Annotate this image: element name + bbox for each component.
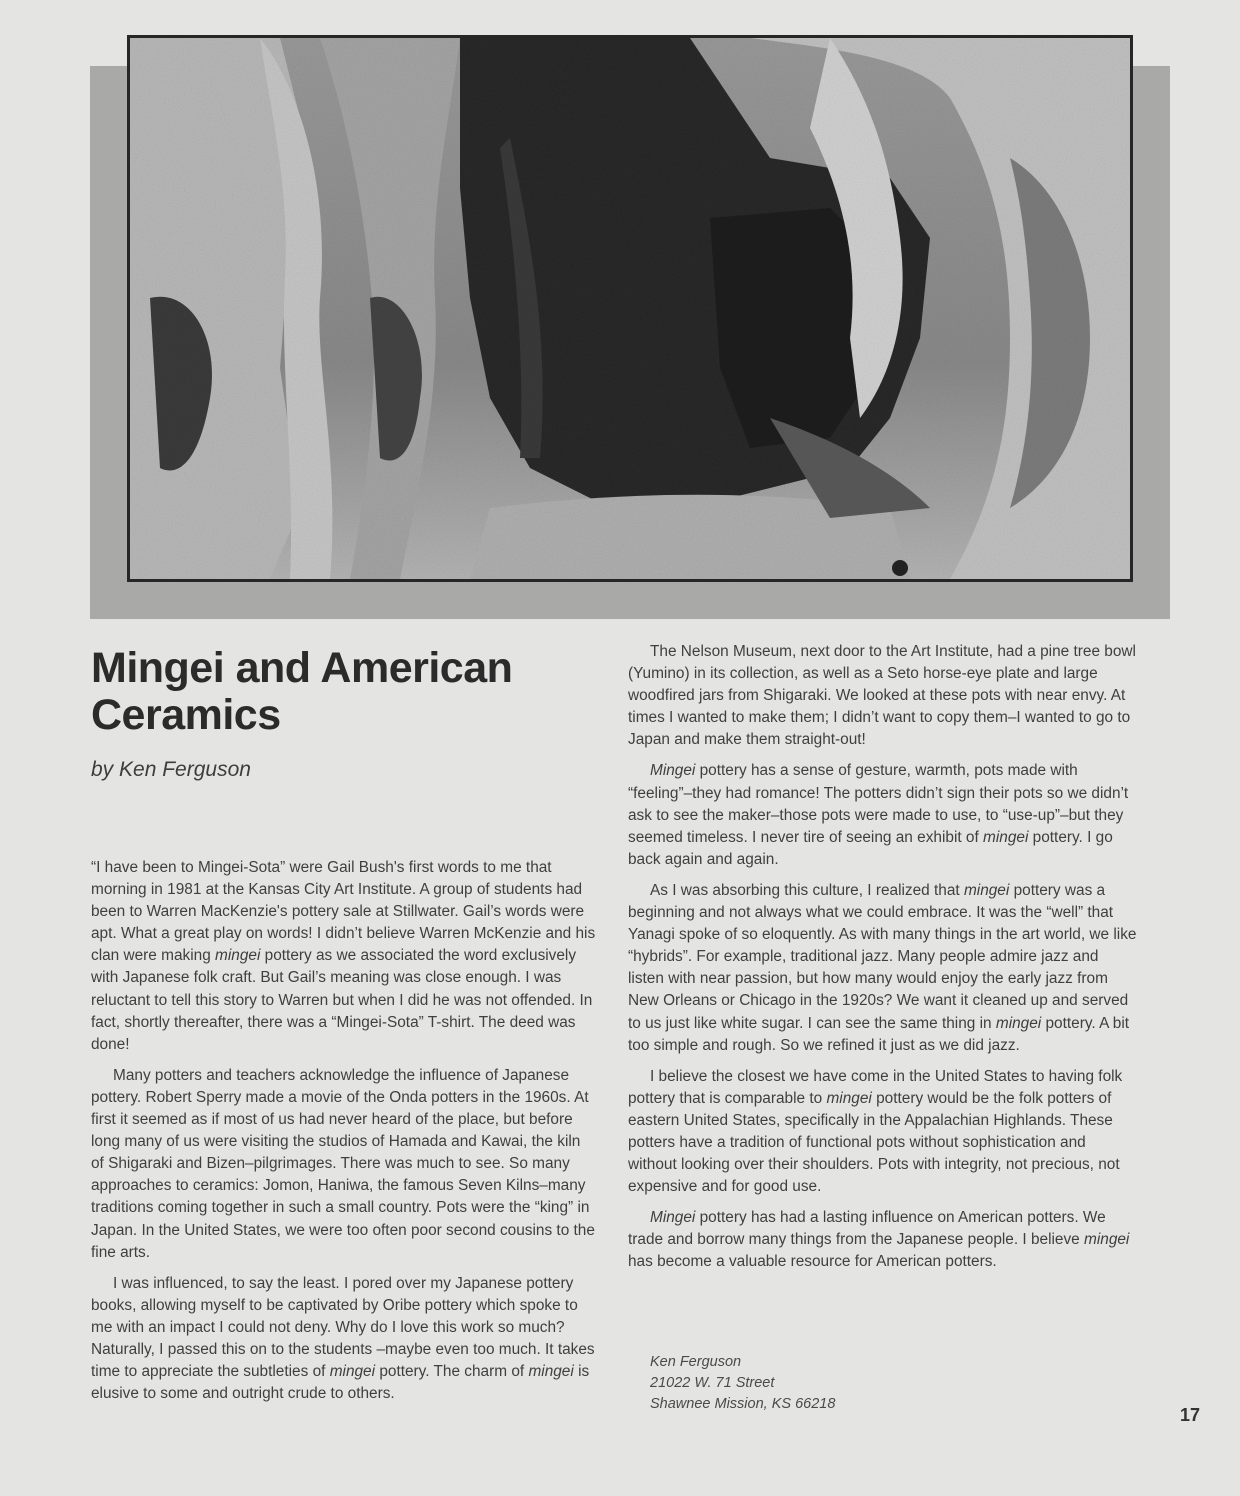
text-run: pottery as we associated the word exclusively with Japanese folk craft. But Gail’s meaning was close enough. I was reluctant to tell this story to Warren but when I did he was not offended. In fact, shortly thereafter, there was a “Mingei-Sota” T-shirt. The deed was done!: [91, 947, 593, 1053]
page-number: 17: [1180, 1405, 1201, 1425]
italic-term: mingei: [528, 1363, 574, 1381]
text-run: As I was absorbing this culture, I realized that: [650, 881, 964, 899]
paragraph: [628, 1207, 1138, 1273]
italic-term: mingei: [963, 881, 1010, 899]
text-run: pottery has had a lasting influence on American potters. We trade and borrow many things from the Japanese people. I believe: [628, 1209, 1106, 1249]
text-run: I believe the closest we have come in the United States to having folk pottery that is comparable to: [628, 1067, 1123, 1107]
text-run: has become a valuable resource for American potters.: [628, 1253, 997, 1271]
italic-term: mingei: [826, 1089, 872, 1107]
italic-term: mingei: [1084, 1231, 1130, 1249]
signature-street: 21022 W. 71 Street: [650, 1375, 775, 1391]
text-run: Many potters and teachers acknowledge the influence of Japanese pottery. Robert Sperry made a movie of the Onda potters in the 1960s. At first it seemed as if most of us had never heard of the place, but before long many of us were visiting the studios of Hamada and Kawai, the kiln of Shigaraki and Bizen–pilgrimages. There was much to see. So many approaches to ceramics: Jomon, Haniwa, the famous Seven Kilns–many traditions coming together in such a small country. Pots were the “king” in Japan. In the United States, we were too often poor second cousins to the fine arts.: [91, 1066, 595, 1261]
paragraph: [628, 880, 1138, 1057]
text-run: pottery would be the folk potters of eastern United States, specifically in the Appalachian Highlands. These potters have a tradition of functional pots without sophistication and without looking over their shoulders. Pots with integrity, not precious, not expensive and for good use.: [628, 1089, 1120, 1196]
text-run: pottery has a sense of gesture, warmth, pots made with “feeling”–they had romance! The potters didn’t sign their pots so we didn’t ask to see the maker–those pots were made to use, to “use-up”–but they seemed timeless. I never tire of seeing an exhibit of: [628, 762, 1129, 846]
italic-term: mingei: [215, 947, 261, 965]
paragraph: [91, 1065, 597, 1264]
text-run: pottery was a beginning and not always what we could embrace. It was the “well” that Yanagi spoke of so eloquently. As with many things in the art world, we like “hybrids”. For example, traditional jazz. Many people admire jazz and listen with near passion, but how many would enjoy the early jazz from New Orleans or Chicago in the 1920s? We want it cleaned up and served to us just like white sugar. I can see the same thing in: [628, 881, 1137, 1032]
paragraph: [91, 857, 597, 1056]
italic-term: Mingei: [650, 762, 696, 780]
paragraph: [628, 760, 1138, 870]
signature-city: Shawnee Mission, KS 66218: [650, 1396, 836, 1412]
paragraph: [628, 641, 1138, 751]
italic-term: mingei: [995, 1014, 1042, 1032]
text-run: pottery. A bit too simple and rough. So we refined it just as we did jazz.: [628, 1014, 1130, 1054]
glaze-photo-image: [130, 38, 1130, 579]
text-run: pottery. I go back again and again.: [628, 828, 1113, 868]
text-run: is elusive to some and outright crude to others.: [91, 1363, 590, 1403]
signature-name: Ken Ferguson: [650, 1354, 742, 1370]
paragraph: [91, 1273, 597, 1406]
left-text-column: [91, 857, 597, 1414]
italic-term: mingei: [329, 1363, 376, 1381]
right-text-column: [628, 641, 1138, 1283]
paragraph: [628, 1066, 1138, 1199]
author-signature: [650, 1352, 835, 1415]
text-run: “I have been to Mingei-Sota” were Gail Bush's first words to me that morning in 1981 at the Kansas City Art Institute. A group of students had been to Warren MacKenzie's pottery sale at Stillwater. Gail’s words were apt. What a great play on words! I didn’t believe Warren McKenzie and his clan were making: [91, 859, 596, 965]
italic-term: Mingei: [650, 1209, 696, 1227]
text-run: The Nelson Museum, next door to the Art Institute, had a pine tree bowl (Yumino) in its collection, as well as a Seto horse-eye plate and large woodfired jars from Shigaraki. We looked at these pots with near envy. At times I wanted to make them; I didn’t want to copy them–I wanted to go to Japan and make them straight-out!: [628, 643, 1136, 749]
text-run: I was influenced, to say the least. I pored over my Japanese pottery books, allowing myself to be captivated by Oribe pottery which spoke to me with an impact I could not deny. Why do I love this work so much? Naturally, I passed this on to the students –maybe even too much. It takes time to appreciate the subtleties of: [91, 1274, 595, 1381]
glaze-photograph: [127, 35, 1133, 582]
article-byline: by Ken Ferguson: [91, 758, 251, 781]
article-title: Mingei and American Ceramics: [91, 644, 513, 739]
text-run: pottery. The charm of: [375, 1363, 529, 1381]
italic-term: mingei: [983, 828, 1029, 846]
